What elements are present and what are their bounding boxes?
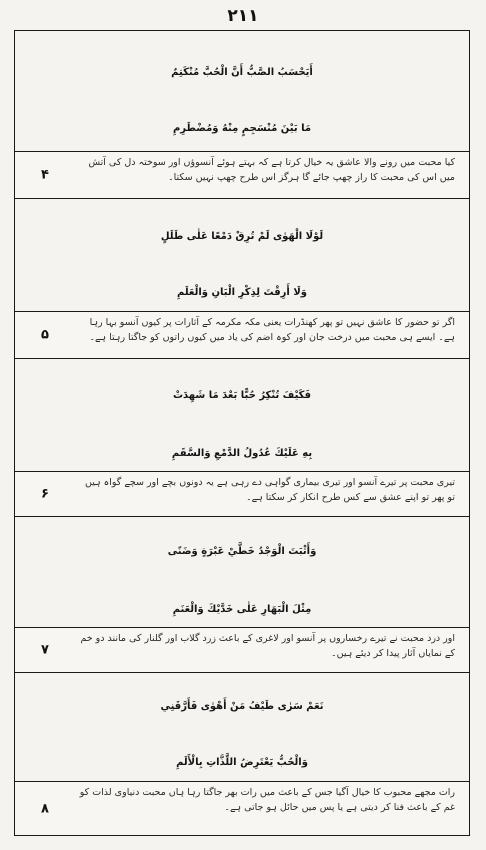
page-frame bbox=[14, 30, 470, 836]
verse-line: وَأَثْبَتَ الْوَجْدُ خَطَّيْ عَبْرَةٍ وَضَنًى bbox=[167, 546, 317, 557]
page-number: ۲۱۱ bbox=[227, 6, 259, 26]
verse-number: ۷ bbox=[41, 642, 49, 658]
verse-line: فَكَيْفَ تُنْكِرُ حُبًّا بَعْدَ مَا شَهِدَتْ bbox=[172, 390, 312, 401]
commentary-box bbox=[15, 471, 469, 517]
verse-line: بِهِ عَلَيْكَ عُدُولُ الدَّمْعِ وَالسَّقَمِ bbox=[171, 448, 313, 459]
commentary-text: اور درد محبت نے تیرے رخساروں پر آنسو اور لاغری کے باعث زرد گلاب اور گلنار کی مانند دو خم کے نمایاں آثار پیدا کر دیئے ہیں۔ bbox=[80, 633, 455, 659]
verse-number: ۶ bbox=[41, 486, 49, 502]
verse-line: لَوْلَا الْهَوٰى لَمْ تُرِقْ دَمْعًا عَلٰى طَلَلٍ bbox=[160, 231, 324, 242]
verse-number: ۴ bbox=[41, 167, 49, 183]
commentary-box bbox=[15, 627, 469, 673]
commentary-text: رات مجھے محبوب کا خیال آگیا جس کے باعث میں رات بھر جاگتا رہا ہاں محبت دنیاوی لذات کو غم کے باعث فنا کر دیتی ہے یا پس میں حائل ہو جاتی ہے۔ bbox=[79, 787, 455, 813]
verse-line: أَيَحْسَبُ الصَّبُّ أَنَّ الْحُبَّ مُنْكَتِمٌ bbox=[171, 67, 313, 78]
verse-line: وَالْحُبُّ يَعْتَرِضُ اللَّذَّاتِ بِالْأَلَمِ bbox=[176, 757, 308, 768]
verse-line: وَلَا أَرِقْتَ لِذِكْرِ الْبَانِ وَالْعَلَمِ bbox=[177, 287, 307, 298]
verse-stanza-7 bbox=[15, 523, 469, 639]
verse-line: مِثْلَ الْبَهَارِ عَلٰى خَدَّيْكَ وَالْعَنَمِ bbox=[172, 604, 312, 615]
verse-stanza-6 bbox=[15, 367, 469, 483]
commentary-box bbox=[15, 151, 469, 199]
verse-stanza-8 bbox=[15, 679, 469, 791]
verse-number: ۵ bbox=[41, 327, 49, 343]
verse-line: نَعَمْ سَرٰى طَيْفُ مَنْ أَهْوٰى فَأَرَّقَنِي bbox=[160, 701, 324, 712]
verse-stanza-4 bbox=[15, 45, 469, 157]
commentary-text: اگر تو حضور کا عاشق نہیں تو پھر کھنڈرات یعنی مکہ مکرمہ کے آثارات پر کیوں آنسو بہا رہا ہے۔ ایسے ہی محبت میں درخت جان اور کوہ اضم کی یاد میں کیوں راتوں کو جاگتا رہتا ہے۔ bbox=[89, 317, 455, 343]
verse-line: مَا بَيْنَ مُنْسَجِمٍ مِنْهُ وَمُضْطَرِمِ bbox=[172, 123, 312, 134]
verse-stanza-5 bbox=[15, 209, 469, 321]
verse-number: ۸ bbox=[41, 801, 49, 816]
commentary-text: تیری محبت پر تیرے آنسو اور تیری بیماری گواہی دے رہی ہے یہ دونوں بچے اور سچے گواہ ہیں تو پھر تو اپنے عشق سے کس طرح انکار کر سکتا ہے۔ bbox=[85, 477, 455, 503]
commentary-box bbox=[15, 311, 469, 359]
commentary-text: کیا محبت میں رونے والا عاشق یہ خیال کرتا ہے کہ بہتے ہوئے آنسوؤں اور سوختہ دل کی آتش میں اس کی محبت کا راز چھپ جائے گا ہرگز اس طرح چھپ نہیں سکتا۔ bbox=[88, 157, 455, 183]
commentary-box bbox=[15, 781, 469, 835]
